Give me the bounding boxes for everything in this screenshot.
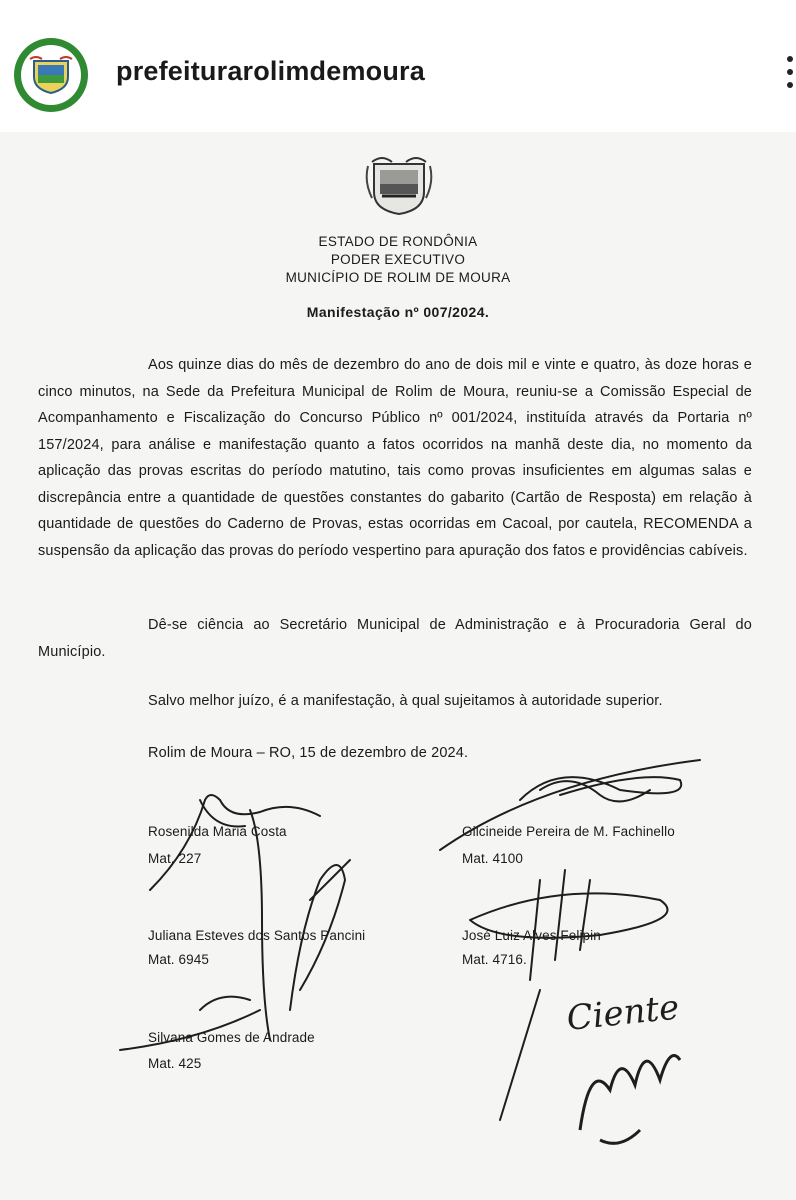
letterhead-line-1: ESTADO DE RONDÔNIA [318,234,478,249]
document-title: Manifestação nº 007/2024. [306,304,490,320]
signatory-name: José Luiz Alves Felipin [462,928,601,943]
municipal-crest-icon [358,152,440,218]
signatory-mat: Mat. 6945 [148,952,209,967]
municipal-crest-avatar-icon [21,45,81,105]
letterhead-line-2: PODER EXECUTIVO [330,252,466,267]
signatory-mat: Mat. 425 [148,1056,202,1071]
paragraph-closing: Salvo melhor juízo, é a manifestação, à qual sujeitamos à autoridade superior. [148,693,663,709]
paragraph-notice: Dê-se ciência ao Secretário Municipal de Administração e à Procuradoria Geral do Município. [38,617,752,660]
post-header [0,0,796,132]
signatory-name: Gilcineide Pereira de M. Fachinello [462,824,675,839]
avatar[interactable] [14,38,88,112]
date-line: Rolim de Moura – RO, 15 de dezembro de 2024. [148,745,469,761]
signatory-mat: Mat. 227 [148,851,202,866]
document-page [0,132,796,1200]
paragraph-main: Aos quinze dias do mês de dezembro do ano de dois mil e vinte e quatro, às doze horas e cinco minutos, na Sede da Prefeitura Municipal de Rolim de Moura, reuniu-se a Comissão Especial de Acompanhamento e Fiscalização do Concurso Público nº 001/2024, instituída através da Portaria nº 157/2024, para análise e manifestação quanto a fatos ocorridos na manhã deste dia, no momento da aplicação das provas escritas do período matutino, tais como provas insuficientes em algumas salas e discrepância entre a quantidade de questões constantes do gabarito (Cartão de Resposta) em relação à quantidade de questões do Caderno de Provas, estas ocorridas em Cacoal, por cautela, RECOMENDA a suspensão da aplicação das provas do período vespertino para apuração dos fatos e providências cabíveis. [38,357,752,559]
signatory-mat: Mat. 4716. [462,952,527,967]
signatory-name: Juliana Esteves dos Santos Pancini [148,928,366,943]
signatory-name: Rosenilda Maria Costa [148,824,287,839]
signatory-name: Silvana Gomes de Andrade [148,1030,315,1045]
letterhead-line-3: MUNICÍPIO DE ROLIM DE MOURA [285,270,511,285]
account-name[interactable]: prefeiturarolimdemoura [116,56,425,86]
signatory-mat: Mat. 4100 [462,851,523,866]
handwritten-note-ciente: Ciente [564,987,682,1039]
vertical-ellipsis-icon[interactable] [782,52,796,92]
